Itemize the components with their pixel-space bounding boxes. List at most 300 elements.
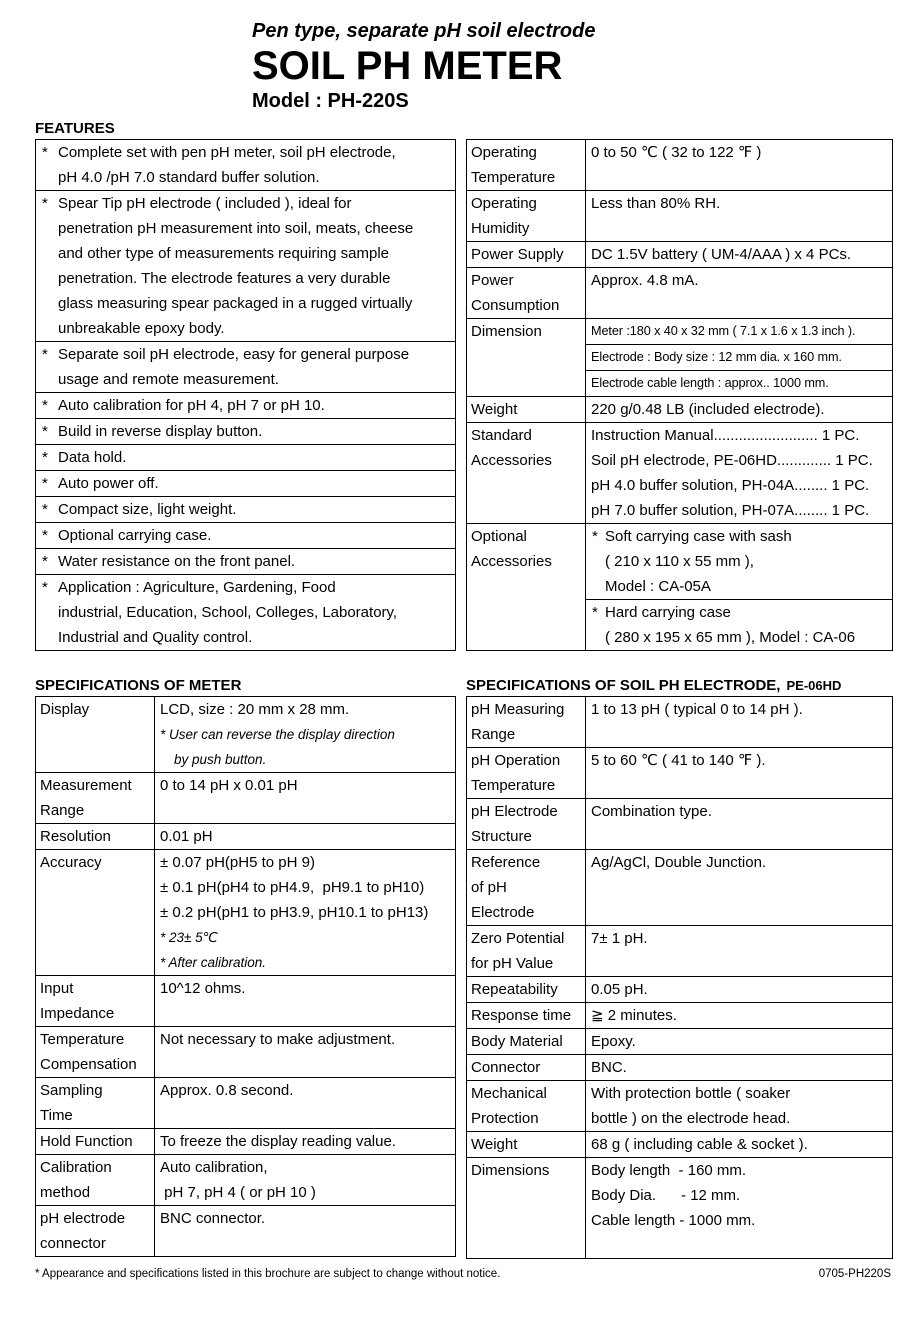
text: connector <box>40 1235 106 1252</box>
text: ± 0.1 pH(pH4 to pH4.9, pH9.1 to pH10) <box>160 879 425 896</box>
row-label <box>36 1155 155 1205</box>
value-group <box>586 850 892 875</box>
text: Standard <box>471 427 532 444</box>
text-line <box>58 471 455 496</box>
text-line <box>471 1029 585 1054</box>
text: Approx. 4.8 mA. <box>591 272 699 289</box>
text-line <box>40 798 154 823</box>
text-line <box>586 524 892 549</box>
text: Operating <box>471 144 537 161</box>
feature-text <box>58 140 455 190</box>
text: 10^12 ohms. <box>160 980 246 997</box>
text-line <box>40 1078 154 1103</box>
value-group <box>586 140 892 165</box>
value-group <box>155 976 455 1001</box>
text-line <box>471 748 585 773</box>
row-label <box>467 926 586 976</box>
table-row <box>467 850 892 926</box>
text: Measurement <box>40 777 132 794</box>
text: pH 7, pH 4 ( or pH 10 ) <box>160 1184 316 1201</box>
text: Cable length - 1000 mm. <box>591 1212 756 1229</box>
text-line <box>586 549 892 574</box>
text-line <box>586 1081 892 1106</box>
footer-doc-code: 0705-PH220S <box>818 1268 891 1280</box>
electrode-specs-table <box>466 696 893 1259</box>
text-line <box>586 697 892 722</box>
table-row <box>467 191 892 242</box>
feature-text <box>58 497 455 522</box>
row-value <box>586 1029 892 1054</box>
document-footer <box>35 1267 891 1281</box>
feature-item <box>36 342 455 393</box>
bullet-asterisk: * <box>592 528 598 545</box>
text: Compact size, light weight. <box>58 501 237 518</box>
text-line <box>58 625 455 650</box>
text-line <box>40 1052 154 1077</box>
text: Body Dia. - 12 mm. <box>591 1187 741 1204</box>
value-group <box>155 697 455 772</box>
text-line <box>586 1208 892 1233</box>
text: usage and remote measurement. <box>58 371 279 388</box>
text-line <box>586 1183 892 1208</box>
bullet-asterisk: * <box>42 475 48 492</box>
text-line <box>58 367 455 392</box>
text: Calibration <box>40 1159 112 1176</box>
text: Repeatability <box>471 981 558 998</box>
text: pH 4.0 /pH 7.0 standard buffer solution. <box>58 169 320 186</box>
text-line <box>40 850 154 875</box>
value-group <box>586 977 892 1002</box>
table-row <box>467 268 892 319</box>
text-line <box>586 448 892 473</box>
text-line <box>471 242 585 267</box>
text: Consumption <box>471 297 560 314</box>
row-label <box>467 140 586 190</box>
text: To freeze the display reading value. <box>160 1133 396 1150</box>
text-line <box>586 926 892 951</box>
text: Body length - 160 mm. <box>591 1162 747 1179</box>
model-number: Model : PH-220S <box>252 90 409 112</box>
value-group <box>586 1132 892 1157</box>
value-group <box>586 697 892 722</box>
text-line <box>155 1129 455 1154</box>
text-line <box>471 319 585 344</box>
row-value <box>155 1206 455 1256</box>
feature-item <box>36 575 455 650</box>
row-label <box>467 850 586 925</box>
bullet-asterisk: * <box>42 144 48 161</box>
text: Model : CA-05A <box>605 578 711 595</box>
text-line <box>155 976 455 1001</box>
bottom-columns <box>35 675 923 1259</box>
text-line <box>471 951 585 976</box>
row-label <box>36 1027 155 1077</box>
text-line <box>586 319 892 344</box>
row-label <box>36 850 155 975</box>
text: 220 g/0.48 LB (included electrode). <box>591 401 825 418</box>
row-label <box>467 1003 586 1028</box>
text: pH electrode <box>40 1210 126 1227</box>
text: Soil pH electrode, PE-06HD............. 1 PC. <box>591 452 873 469</box>
row-value <box>155 773 455 823</box>
text: Temperature <box>40 1031 125 1048</box>
value-group <box>586 748 892 773</box>
feature-item <box>36 419 455 445</box>
row-value <box>155 1027 455 1077</box>
text-line <box>155 824 455 849</box>
text: Data hold. <box>58 449 127 466</box>
row-value <box>155 824 455 849</box>
text: Instruction Manual......................... 1 PC. <box>591 427 860 444</box>
value-group <box>155 1155 455 1205</box>
table-row <box>467 1081 892 1132</box>
value-group <box>586 319 892 344</box>
text-line <box>586 1106 892 1131</box>
text-line <box>471 1081 585 1106</box>
row-label <box>467 319 586 396</box>
text: Accessories <box>471 553 552 570</box>
value-group <box>586 799 892 824</box>
text-line <box>471 423 585 448</box>
text-line <box>471 293 585 318</box>
text-line <box>586 191 892 216</box>
text-line <box>471 1003 585 1028</box>
feature-item <box>36 140 455 191</box>
document-header <box>0 0 923 114</box>
table-row <box>467 1003 892 1029</box>
table-row <box>36 1027 455 1078</box>
row-label <box>36 1206 155 1256</box>
table-row <box>36 1155 455 1206</box>
row-value <box>586 1132 892 1157</box>
text: Temperature <box>471 777 556 794</box>
table-row <box>467 926 892 977</box>
table-row <box>36 976 455 1027</box>
text-line <box>471 216 585 241</box>
text-line <box>58 342 455 367</box>
table-row <box>36 1078 455 1129</box>
text-line <box>471 1055 585 1080</box>
text: Range <box>471 726 516 743</box>
text: Time <box>40 1107 73 1124</box>
text: penetration. The electrode features a very durable <box>58 270 391 287</box>
text: 68 g ( including cable & socket ). <box>591 1136 808 1153</box>
text: Auto power off. <box>58 475 159 492</box>
row-value <box>586 748 892 798</box>
text: Hard carrying case <box>605 604 731 621</box>
text: ± 0.07 pH(pH5 to pH 9) <box>160 854 315 871</box>
text-line <box>155 1206 455 1231</box>
text-line <box>586 371 892 396</box>
text: Electrode : Body size : 12 mm dia. x 160 mm. <box>591 350 842 364</box>
text: Electrode <box>471 904 535 921</box>
text-line <box>586 625 892 650</box>
text: pH Electrode <box>471 803 558 820</box>
row-label <box>36 1078 155 1128</box>
text-line <box>586 498 892 523</box>
text: Resolution <box>40 828 111 845</box>
text: glass measuring spear packaged in a rugged virtually <box>58 295 413 312</box>
text-line <box>58 165 455 190</box>
text-line <box>155 722 455 747</box>
text-line <box>58 216 455 241</box>
bullet-asterisk: * <box>42 553 48 570</box>
value-group <box>586 397 892 422</box>
row-value <box>586 242 892 267</box>
text: Water resistance on the front panel. <box>58 553 296 570</box>
row-label <box>467 799 586 849</box>
text: of pH <box>471 879 507 896</box>
bullet-asterisk: * <box>42 501 48 518</box>
value-group <box>155 1206 455 1231</box>
row-value <box>155 1155 455 1205</box>
table-row <box>467 319 892 397</box>
text-line <box>586 1132 892 1157</box>
text-line <box>155 1180 455 1205</box>
text: Compensation <box>40 1056 137 1073</box>
text-line <box>471 524 585 549</box>
text: Power <box>471 272 514 289</box>
text-line <box>586 850 892 875</box>
table-row <box>467 697 892 748</box>
value-group <box>155 1129 455 1154</box>
row-label <box>36 773 155 823</box>
row-label <box>467 423 586 523</box>
text: BNC connector. <box>160 1210 266 1227</box>
text: pH Operation <box>471 752 561 769</box>
row-value <box>586 1158 892 1258</box>
feature-text <box>58 549 455 574</box>
general-specs-table <box>466 139 893 651</box>
text-line <box>40 1129 154 1154</box>
text-line <box>471 697 585 722</box>
electrode-specs-heading-text: SPECIFICATIONS OF SOIL PH ELECTRODE, <box>466 677 781 694</box>
text-line <box>155 1078 455 1103</box>
row-value <box>586 191 892 241</box>
text-line <box>58 266 455 291</box>
feature-item <box>36 471 455 497</box>
bullet-asterisk: * <box>42 449 48 466</box>
table-row <box>467 1029 892 1055</box>
row-value <box>155 976 455 1026</box>
row-label <box>467 397 586 422</box>
text: Optional carrying case. <box>58 527 212 544</box>
table-row <box>467 397 892 423</box>
value-group <box>586 926 892 951</box>
text-line <box>58 549 455 574</box>
feature-item <box>36 497 455 523</box>
text: Complete set with pen pH meter, soil pH electrode, <box>58 144 396 161</box>
text-line <box>586 1055 892 1080</box>
text: Combination type. <box>591 803 712 820</box>
text-line <box>471 875 585 900</box>
text-line <box>58 191 455 216</box>
text-line <box>586 600 892 625</box>
text: Response time <box>471 1007 572 1024</box>
value-group <box>155 850 455 975</box>
value-group <box>586 1055 892 1080</box>
text: Body Material <box>471 1033 563 1050</box>
text: 0.01 pH <box>160 828 213 845</box>
text-line <box>471 140 585 165</box>
text-line <box>586 423 892 448</box>
text-line <box>586 799 892 824</box>
value-group <box>586 268 892 293</box>
text: DC 1.5V battery ( UM-4/AAA ) x 4 PCs. <box>591 246 852 263</box>
text-line <box>155 773 455 798</box>
text-line <box>58 316 455 341</box>
value-group <box>155 1078 455 1103</box>
text-line <box>58 140 455 165</box>
text-line <box>40 1231 154 1256</box>
text-line <box>586 140 892 165</box>
text-line <box>58 523 455 548</box>
text: Application : Agriculture, Gardening, Food <box>58 579 336 596</box>
table-row <box>467 748 892 799</box>
text-line <box>471 549 585 574</box>
row-value <box>155 850 455 975</box>
text: Impedance <box>40 1005 115 1022</box>
row-label <box>467 1055 586 1080</box>
text: industrial, Education, School, Colleges, Laboratory, <box>58 604 398 621</box>
text: Accuracy <box>40 854 102 871</box>
text: 5 to 60 ℃ ( 41 to 140 ℉ ). <box>591 752 766 769</box>
text-line <box>155 697 455 722</box>
text: Accessories <box>471 452 552 469</box>
text: Reference <box>471 854 541 871</box>
text-line <box>155 1155 455 1180</box>
row-value <box>586 319 892 396</box>
row-value <box>586 268 892 318</box>
footer-note: * Appearance and specifications listed in this brochure are subject to change without notice. <box>35 1268 501 1280</box>
bullet-asterisk: * <box>42 579 48 596</box>
row-value <box>586 524 892 650</box>
text-line <box>586 397 892 422</box>
text-line <box>586 268 892 293</box>
text: Operating <box>471 195 537 212</box>
text-line <box>586 473 892 498</box>
row-label <box>36 1129 155 1154</box>
text: pH 7.0 buffer solution, PH-07A........ 1 PC. <box>591 502 870 519</box>
features-heading: FEATURES <box>35 120 115 137</box>
row-label <box>36 824 155 849</box>
value-group <box>586 370 892 396</box>
text-line <box>58 241 455 266</box>
row-value <box>586 850 892 925</box>
text-line <box>471 448 585 473</box>
row-label <box>467 191 586 241</box>
text-line <box>471 799 585 824</box>
text: Build in reverse display button. <box>58 423 263 440</box>
text-line <box>58 600 455 625</box>
feature-item <box>36 393 455 419</box>
feature-text <box>58 342 455 392</box>
value-group <box>586 242 892 267</box>
text-line <box>155 1027 455 1052</box>
table-row <box>36 697 455 773</box>
text: Electrode cable length : approx.. 1000 mm. <box>591 376 829 390</box>
electrode-specs-heading-model: PE-06HD <box>786 678 842 693</box>
feature-item <box>36 445 455 471</box>
text-line <box>40 1001 154 1026</box>
text-line <box>586 1003 892 1028</box>
text-line <box>58 393 455 418</box>
text: pH Measuring <box>471 701 565 718</box>
text: Approx. 0.8 second. <box>160 1082 294 1099</box>
value-group <box>586 1003 892 1028</box>
row-value <box>586 977 892 1002</box>
value-group <box>586 599 892 650</box>
text-line <box>471 900 585 925</box>
text: Zero Potential <box>471 930 565 947</box>
text: Sampling <box>40 1082 103 1099</box>
row-label <box>467 1029 586 1054</box>
row-label <box>467 1132 586 1157</box>
row-value <box>586 1081 892 1131</box>
meter-specs-table <box>35 696 456 1257</box>
text: unbreakable epoxy body. <box>58 320 225 337</box>
features-table <box>35 139 456 651</box>
text-line <box>471 977 585 1002</box>
text-line <box>155 747 455 772</box>
text-line <box>471 926 585 951</box>
text-line <box>40 773 154 798</box>
table-row <box>36 1206 455 1256</box>
text: Power Supply <box>471 246 564 263</box>
text: 0 to 14 pH x 0.01 pH <box>160 777 298 794</box>
text-line <box>586 1029 892 1054</box>
text: 0 to 50 ℃ ( 32 to 122 ℉ ) <box>591 144 762 161</box>
text-line <box>471 1106 585 1131</box>
text-line <box>586 242 892 267</box>
text-line <box>155 850 455 875</box>
text-line <box>58 445 455 470</box>
row-value <box>586 926 892 976</box>
text-line <box>586 1158 892 1183</box>
text-line <box>40 1103 154 1128</box>
row-value <box>586 1055 892 1080</box>
text-line <box>40 1180 154 1205</box>
table-row <box>36 1129 455 1155</box>
text-line <box>40 976 154 1001</box>
row-value <box>586 799 892 849</box>
text: Soft carrying case with sash <box>605 528 792 545</box>
text: With protection bottle ( soaker <box>591 1085 791 1102</box>
text-line <box>58 419 455 444</box>
feature-text <box>58 445 455 470</box>
text-line <box>40 697 154 722</box>
bullet-asterisk: * <box>42 423 48 440</box>
row-label <box>467 697 586 747</box>
text: ( 280 x 195 x 65 mm ), Model : CA-06 <box>605 629 856 646</box>
value-group <box>586 1158 892 1258</box>
text-line <box>58 291 455 316</box>
text: ( 210 x 110 x 55 mm ), <box>605 553 754 570</box>
text: Hold Function <box>40 1133 133 1150</box>
features-section <box>35 118 456 651</box>
text: Ag/AgCl, Double Junction. <box>591 854 767 871</box>
value-group <box>586 191 892 216</box>
text: 1 to 13 pH ( typical 0 to 14 pH ). <box>591 701 803 718</box>
row-value <box>155 1129 455 1154</box>
text: bottle ) on the electrode head. <box>591 1110 791 1127</box>
value-group <box>155 824 455 849</box>
electrode-specs-heading <box>466 675 893 696</box>
text-line <box>586 748 892 773</box>
table-row <box>467 1055 892 1081</box>
table-row <box>467 1158 892 1258</box>
value-group <box>586 344 892 370</box>
